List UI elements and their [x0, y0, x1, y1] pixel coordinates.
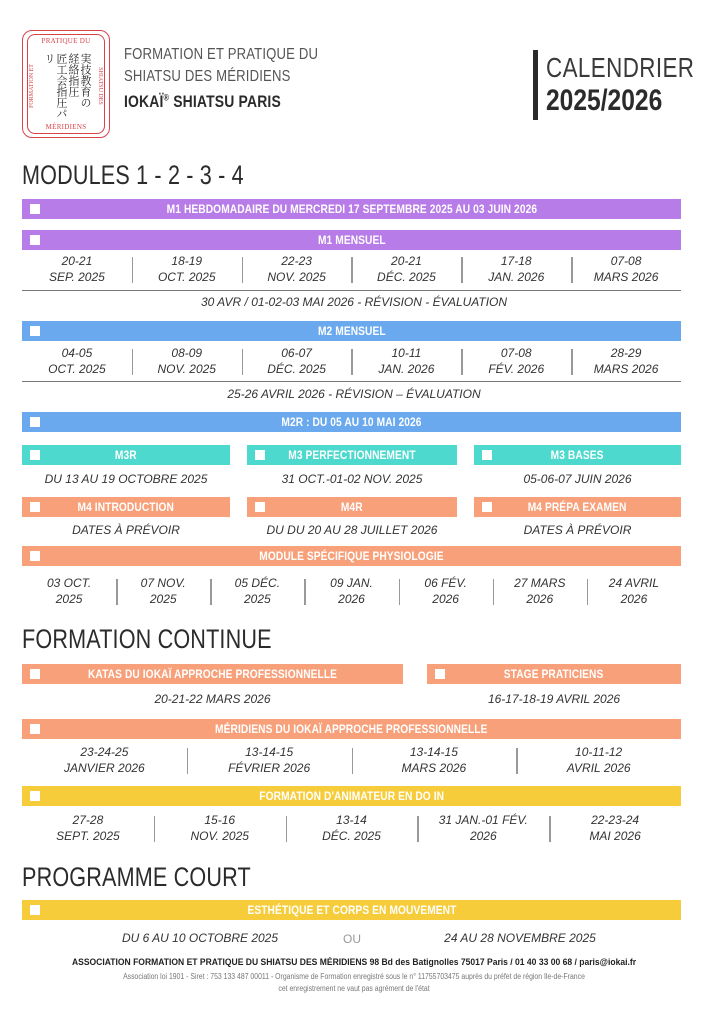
footer-legal-note: cet enregistrement ne vaut pas agrément de l'état [278, 984, 430, 993]
org-name-line-3 [124, 92, 281, 112]
date-cell: 20-21 DÉC. 2025 [351, 253, 461, 285]
m1-weekly-bar[interactable] [22, 199, 681, 219]
date-cell: 13-14-15 FÉVRIER 2026 [187, 744, 352, 776]
katas-date: 20-21-22 MARS 2026 [154, 692, 271, 706]
m3-bases-date: 05-06-07 JUIN 2026 [523, 472, 632, 486]
checkbox[interactable] [30, 791, 40, 801]
m4-intro-date: DATES À PRÉVOIR [72, 523, 180, 537]
logo-kanji-col-3: 匠工会指圧パリ [43, 53, 68, 119]
date-cell: 06 FÉV. 2026 [399, 575, 493, 607]
divider [22, 381, 681, 382]
org-city: SHIATSU PARIS [169, 92, 281, 111]
meridiens-label: MÉRIDIENS DU IOKAÏ APPROCHE PROFESSIONNELLE [215, 722, 488, 736]
m3-perf-label: M3 PERFECTIONNEMENT [288, 448, 416, 462]
date-cell: 31 JAN.-01 FÉV. 2026 [417, 812, 549, 844]
checkbox[interactable] [30, 235, 40, 245]
checkbox[interactable] [30, 450, 40, 460]
checkbox[interactable] [482, 502, 492, 512]
stage-label: STAGE PRATICIENS [504, 667, 604, 681]
date-cell: 13-14-15 MARS 2026 [352, 744, 517, 776]
katas-bar[interactable] [22, 664, 403, 684]
m3r-date: DU 13 AU 19 OCTOBRE 2025 [44, 472, 208, 486]
logo-text-bottom: MÉRIDIENS [45, 123, 87, 131]
calendar-year: 2025/2026 [546, 84, 663, 117]
animateur-bar[interactable] [22, 786, 681, 806]
m2-monthly-bar[interactable] [22, 321, 681, 341]
date-cell: 04-05 OCT. 2025 [48, 346, 106, 376]
checkbox[interactable] [435, 669, 445, 679]
m3-perf-date: 31 OCT.-01-02 NOV. 2025 [281, 472, 423, 486]
esthetique-bar[interactable] [22, 900, 681, 920]
divider [22, 290, 681, 291]
checkbox[interactable] [30, 326, 40, 336]
date-cell: 27 MARS 2026 [493, 575, 587, 607]
m3-bases-label: M3 BASES [551, 448, 604, 462]
m4r-label: M4R [341, 500, 363, 514]
logo-kanji-col-2: 経絡指圧 [67, 53, 80, 97]
logo-kanji-col-1: 実技教育の [79, 53, 92, 108]
date-cell: 18-19 OCT. 2025 [132, 253, 242, 285]
checkbox[interactable] [255, 502, 265, 512]
date-cell: 07-08 MARS 2026 [571, 253, 681, 285]
checkbox[interactable] [30, 417, 40, 427]
m1-revision-note: 30 AVR / 01-02-03 MAI 2026 - RÉVISION - ÉVALUATION [200, 295, 508, 309]
date-cell: 06-07 DÉC. 2025 [242, 345, 352, 377]
m4-prepa-bar[interactable] [474, 497, 681, 517]
date-cell: 13-14 DÉC. 2025 [286, 812, 418, 844]
esthetique-date-1: DU 6 AU 10 OCTOBRE 2025 [121, 931, 279, 945]
logo-text-left: FORMATION ET [29, 64, 35, 108]
physio-dates-row [22, 575, 681, 607]
date-cell: 05 DÉC. 2025 [210, 575, 304, 607]
m1-monthly-bar[interactable] [22, 230, 681, 250]
logo-text-right: SHIATSU DES [97, 67, 103, 105]
katas-label: KATAS DU IOKAÏ APPROCHE PROFESSIONNELLE [87, 667, 338, 681]
org-name-line-1: FORMATION ET PRATIQUE DU [124, 46, 319, 63]
m1-dates-row [22, 253, 681, 285]
date-cell: 10-11 JAN. 2026 [351, 345, 461, 377]
date-cell: 27-28 SEPT. 2025 [56, 813, 120, 843]
footer-address: ASSOCIATION FORMATION ET PRATIQUE DU SHIATSU DES MÉRIDIENS 98 Bd des Batignolles 75017 Paris / 01 40 33 00 68 / paris@iokai.fr [71, 957, 637, 968]
m3-bases-bar[interactable] [474, 445, 681, 465]
animateur-dates-row [22, 812, 681, 844]
registered-mark: ® [163, 92, 170, 103]
org-brand: IOKAÏ [124, 92, 164, 111]
physio-label: MODULE SPÉCIFIQUE PHYSIOLOGIE [259, 549, 444, 563]
calendar-title: CALENDRIER [546, 52, 695, 83]
meridiens-dates-row [22, 744, 681, 776]
esthetique-label: ESTHÉTIQUE ET CORPS EN MOUVEMENT [246, 903, 456, 917]
date-cell: 22-23-24 MAI 2026 [549, 812, 681, 844]
date-cell: 07 NOV. 2025 [116, 575, 210, 607]
date-cell: 10-11-12 AVRIL 2026 [516, 744, 681, 776]
m4r-bar[interactable] [247, 497, 457, 517]
m1-monthly-label: M1 MENSUEL [317, 233, 386, 247]
m3-perf-bar[interactable] [247, 445, 457, 465]
m4-intro-bar[interactable] [22, 497, 230, 517]
meridiens-bar[interactable] [22, 719, 681, 739]
or-separator: OU [343, 932, 361, 946]
stage-bar[interactable] [427, 664, 681, 684]
checkbox[interactable] [30, 905, 40, 915]
checkbox[interactable] [30, 724, 40, 734]
section-title-continue: FORMATION CONTINUE [22, 624, 272, 654]
logo-text-top: PRATIQUE DU [41, 37, 91, 45]
iokai-logo [22, 30, 110, 138]
org-name-line-2: SHIATSU DES MÉRIDIENS [124, 68, 291, 85]
m3r-label: M3R [115, 448, 137, 462]
checkbox[interactable] [30, 551, 40, 561]
m4-intro-label: M4 INTRODUCTION [77, 500, 175, 514]
m3r-bar[interactable] [22, 445, 230, 465]
m2r-bar[interactable] [22, 412, 681, 432]
date-cell: 03 OCT. 2025 [46, 576, 92, 606]
section-title-modules: MODULES 1 - 2 - 3 - 4 [22, 160, 244, 190]
footer-legal: Association loi 1901 - Siret : 753 133 487 00011 - Organisme de Formation enregistré sous le n° 11755703475 auprès du préfet de région Ile-de-France [123, 972, 585, 981]
date-cell: 15-16 NOV. 2025 [154, 812, 286, 844]
calendar-divider [533, 50, 538, 120]
checkbox[interactable] [30, 669, 40, 679]
m4-prepa-label: M4 PRÉPA EXAMEN [528, 500, 627, 514]
m2-dates-row [22, 345, 681, 377]
date-cell: 24 AVRIL 2026 [587, 575, 681, 607]
date-cell: 09 JAN. 2026 [304, 575, 398, 607]
section-title-court: PROGRAMME COURT [22, 862, 251, 892]
date-cell: 17-18 JAN. 2026 [461, 253, 571, 285]
m4-prepa-date: DATES À PRÉVOIR [523, 523, 632, 537]
date-cell: 08-09 NOV. 2025 [132, 345, 242, 377]
m4r-date: DU DU 20 AU 28 JUILLET 2026 [266, 523, 438, 537]
m2-monthly-label: M2 MENSUEL [317, 324, 386, 338]
m2-revision-note: 25-26 AVRIL 2026 - RÉVISION – ÉVALUATION [227, 387, 481, 401]
checkbox[interactable] [30, 204, 40, 214]
m2r-label: M2R : DU 05 AU 10 MAI 2026 [281, 415, 422, 429]
date-cell: 28-29 MARS 2026 [571, 345, 681, 377]
date-cell: 20-21 SEP. 2025 [49, 254, 105, 284]
date-cell: 07-08 FÉV. 2026 [461, 345, 571, 377]
physio-bar[interactable] [22, 546, 681, 566]
checkbox[interactable] [255, 450, 265, 460]
checkbox[interactable] [30, 502, 40, 512]
checkbox[interactable] [482, 450, 492, 460]
m1-weekly-label: M1 HEBDOMADAIRE DU MERCREDI 17 SEPTEMBRE 2025 AU 03 JUIN 2026 [166, 202, 537, 216]
animateur-label: FORMATION D'ANIMATEUR EN DO IN [259, 789, 444, 803]
date-cell: 23-24-25 JANVIER 2026 [64, 745, 145, 775]
esthetique-date-2: 24 AU 28 NOVEMBRE 2025 [444, 931, 596, 945]
stage-date: 16-17-18-19 AVRIL 2026 [487, 692, 621, 706]
date-cell: 22-23 NOV. 2025 [242, 253, 352, 285]
logo-kanji [43, 53, 91, 119]
